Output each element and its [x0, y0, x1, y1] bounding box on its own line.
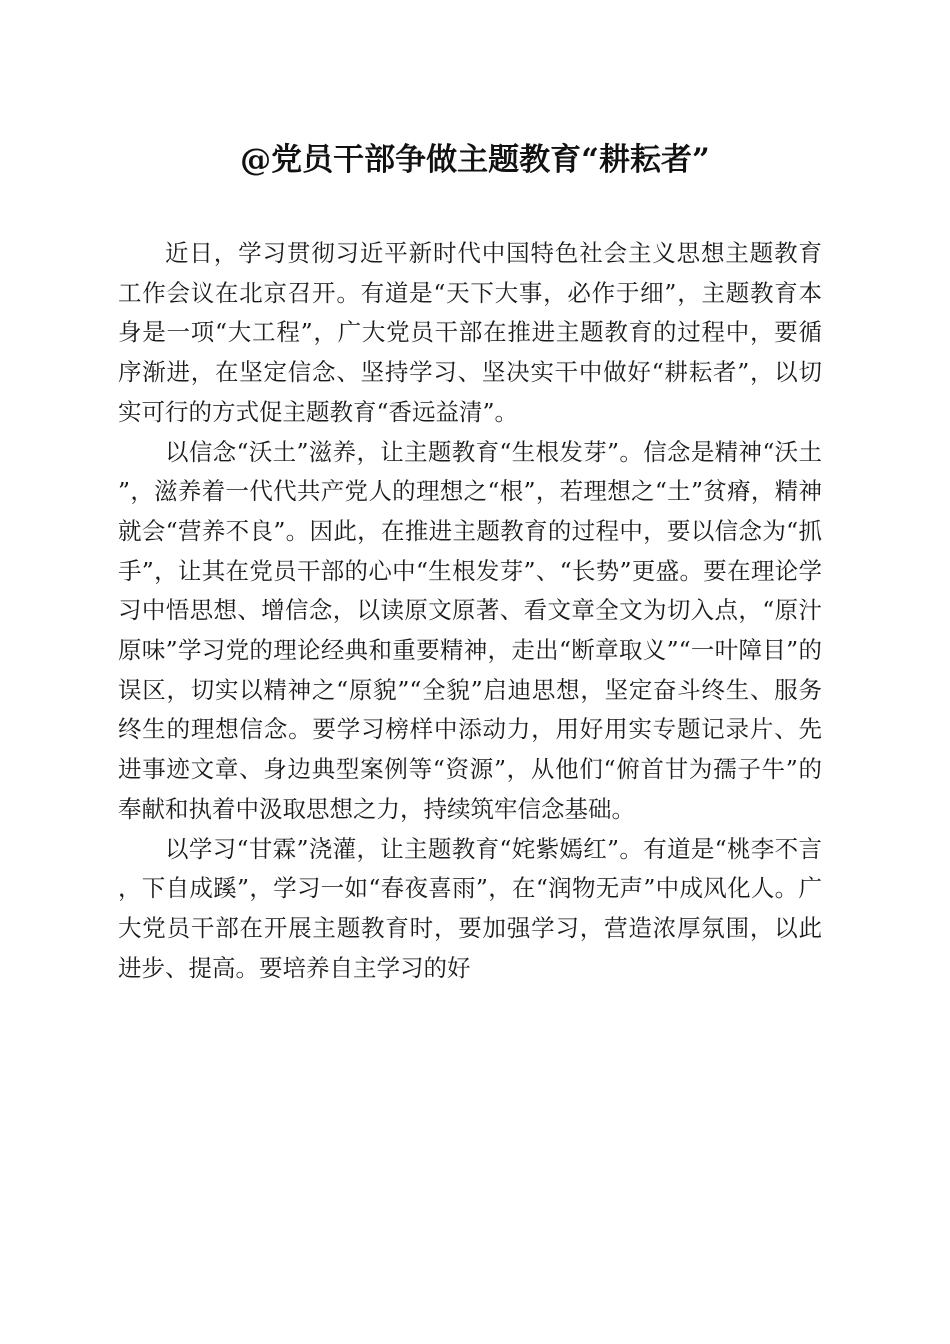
paragraph-1: 近日，学习贯彻习近平新时代中国特色社会主义思想主题教育工作会议在北京召开。有道是“天下大事，必作于细”，主题教育本身是一项“大工程”，广大党员干部在推进主题教育的过程中，要循序渐进，在坚定信念、坚持学习、坚决实干中做好“耕耘者”，以切实可行的方式促主题教育“香远益清”。 — [118, 239, 822, 426]
paragraph-2: 以信念“沃土”滋养，让主题教育“生根发芽”。信念是精神“沃土”，滋养着一代代共产党人的理想之“根”，若理想之“土”贫瘠，精神就会“营养不良”。因此，在推进主题教育的过程中，要以信念为“抓手”，让其在党员干部的心中“生根发芽”、“长势”更盛。要在理论学习中悟思想、增信念，以读原文原著、看文章全文为切入点，“原汁原味”学习党的理论经典和重要精神，走出“断章取义”“一叶障目”的误区，切实以精神之“原貌”“全貌”启迪思想，坚定奋斗终生、服务终生的理想信念。要学习榜样中添动力，用好用实专题记录片、先进事迹文章、身边典型案例等“资源”，从他们“俯首甘为孺子牛”的奉献和执着中汲取思想之力，持续筑牢信念基础。 — [118, 437, 822, 823]
document-body — [118, 234, 822, 988]
paragraph-3: 以学习“甘霖”浇灌，让主题教育“姹紫嫣红”。有道是“桃李不言，下自成蹊”，学习一如“春夜喜雨”，在“润物无声”中成风化人。广大党员干部在开展主题教育时，要加强学习，营造浓厚氛围，以此进步、提高。要培养自主学习的好 — [118, 834, 822, 982]
document-title: @党员干部争做主题教育“耕耘者” — [240, 142, 710, 178]
